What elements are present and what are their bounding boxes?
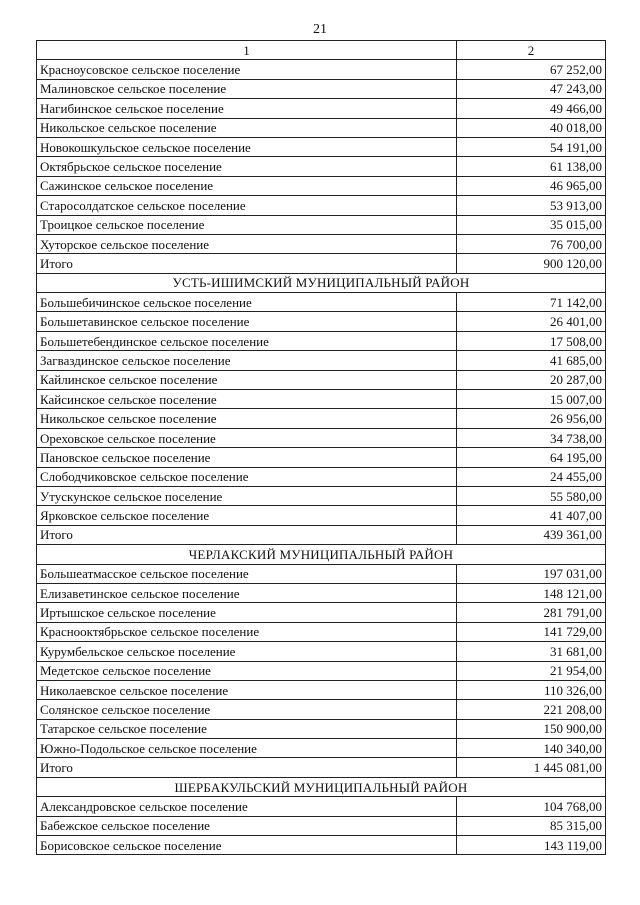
settlement-amount: 31 681,00 bbox=[457, 642, 606, 661]
table-row bbox=[37, 680, 606, 699]
settlement-name: Загваздинское сельское поселение bbox=[37, 351, 457, 370]
table-row bbox=[37, 428, 606, 447]
table-row bbox=[37, 583, 606, 602]
settlement-amount: 40 018,00 bbox=[457, 118, 606, 137]
settlement-name: Нагибинское сельское поселение bbox=[37, 99, 457, 118]
settlement-amount: 67 252,00 bbox=[457, 60, 606, 79]
table-row bbox=[37, 234, 606, 253]
settlement-name: Никольское сельское поселение bbox=[37, 409, 457, 428]
settlement-name: Старосолдатское сельское поселение bbox=[37, 196, 457, 215]
settlement-amount: 20 287,00 bbox=[457, 370, 606, 389]
table-row bbox=[37, 836, 606, 855]
settlement-name: Николаевское сельское поселение bbox=[37, 680, 457, 699]
settlement-name: Хуторское сельское поселение bbox=[37, 234, 457, 253]
table-row bbox=[37, 797, 606, 816]
settlement-name: Кайлинское сельское поселение bbox=[37, 370, 457, 389]
table-row bbox=[37, 603, 606, 622]
table-row bbox=[37, 816, 606, 835]
table-row bbox=[37, 486, 606, 505]
total-amount: 1 445 081,00 bbox=[457, 758, 606, 777]
settlement-name: Бабежское сельское поселение bbox=[37, 816, 457, 835]
settlement-name: Новокошкульское сельское поселение bbox=[37, 137, 457, 156]
settlement-name: Большетавинское сельское поселение bbox=[37, 312, 457, 331]
settlement-amount: 110 326,00 bbox=[457, 680, 606, 699]
table-row bbox=[37, 79, 606, 98]
table-row bbox=[37, 351, 606, 370]
settlement-amount: 41 685,00 bbox=[457, 351, 606, 370]
settlement-name: Никольское сельское поселение bbox=[37, 118, 457, 137]
section-title-row bbox=[37, 545, 606, 564]
total-row bbox=[37, 525, 606, 544]
settlement-name: Краснооктябрьское сельское поселение bbox=[37, 622, 457, 641]
settlement-name: Большеатмасское сельское поселение bbox=[37, 564, 457, 583]
table-row bbox=[37, 215, 606, 234]
total-label: Итого bbox=[37, 254, 457, 273]
table-row bbox=[37, 60, 606, 79]
settlement-name: Большетебендинское сельское поселение bbox=[37, 331, 457, 350]
settlement-name: Солянское сельское поселение bbox=[37, 700, 457, 719]
settlement-name: Ярковское сельское поселение bbox=[37, 506, 457, 525]
settlement-amount: 104 768,00 bbox=[457, 797, 606, 816]
table-row bbox=[37, 99, 606, 118]
settlement-amount: 150 900,00 bbox=[457, 719, 606, 738]
table-row bbox=[37, 370, 606, 389]
table-row bbox=[37, 700, 606, 719]
settlement-amount: 34 738,00 bbox=[457, 428, 606, 447]
settlement-amount: 148 121,00 bbox=[457, 583, 606, 602]
table-row bbox=[37, 622, 606, 641]
column-header-1: 1 bbox=[37, 41, 457, 60]
table-row bbox=[37, 390, 606, 409]
settlement-amount: 140 340,00 bbox=[457, 739, 606, 758]
settlement-name: Борисовское сельское поселение bbox=[37, 836, 457, 855]
settlement-amount: 221 208,00 bbox=[457, 700, 606, 719]
settlement-amount: 76 700,00 bbox=[457, 234, 606, 253]
settlement-name: Ореховское сельское поселение bbox=[37, 428, 457, 447]
table-row bbox=[37, 564, 606, 583]
settlement-amount: 35 015,00 bbox=[457, 215, 606, 234]
total-label: Итого bbox=[37, 525, 457, 544]
table-row bbox=[37, 196, 606, 215]
table-row bbox=[37, 293, 606, 312]
settlement-name: Иртышское сельское поселение bbox=[37, 603, 457, 622]
table-row bbox=[37, 448, 606, 467]
settlement-amount: 143 119,00 bbox=[457, 836, 606, 855]
table-row bbox=[37, 409, 606, 428]
settlement-name: Медетское сельское поселение bbox=[37, 661, 457, 680]
table-row bbox=[37, 467, 606, 486]
table-row bbox=[37, 137, 606, 156]
settlement-amount: 55 580,00 bbox=[457, 486, 606, 505]
settlement-amount: 61 138,00 bbox=[457, 157, 606, 176]
settlement-name: Слободчиковское сельское поселение bbox=[37, 467, 457, 486]
section-title-row bbox=[37, 273, 606, 292]
settlement-amount: 197 031,00 bbox=[457, 564, 606, 583]
settlement-amount: 49 466,00 bbox=[457, 99, 606, 118]
settlement-name: Южно-Подольское сельское поселение bbox=[37, 739, 457, 758]
table-row bbox=[37, 642, 606, 661]
settlement-amount: 17 508,00 bbox=[457, 331, 606, 350]
table-row bbox=[37, 719, 606, 738]
district-title: ЧЕРЛАКСКИЙ МУНИЦИПАЛЬНЫЙ РАЙОН bbox=[37, 545, 606, 564]
column-header-2: 2 bbox=[457, 41, 606, 60]
total-amount: 900 120,00 bbox=[457, 254, 606, 273]
settlement-amount: 281 791,00 bbox=[457, 603, 606, 622]
settlement-amount: 71 142,00 bbox=[457, 293, 606, 312]
district-title: УСТЬ-ИШИМСКИЙ МУНИЦИПАЛЬНЫЙ РАЙОН bbox=[37, 273, 606, 292]
settlement-amount: 54 191,00 bbox=[457, 137, 606, 156]
settlement-amount: 21 954,00 bbox=[457, 661, 606, 680]
total-label: Итого bbox=[37, 758, 457, 777]
settlement-amount: 41 407,00 bbox=[457, 506, 606, 525]
settlement-amount: 53 913,00 bbox=[457, 196, 606, 215]
table-row bbox=[37, 506, 606, 525]
total-row bbox=[37, 254, 606, 273]
total-row bbox=[37, 758, 606, 777]
settlement-amount: 47 243,00 bbox=[457, 79, 606, 98]
settlement-name: Малиновское сельское поселение bbox=[37, 79, 457, 98]
settlement-name: Большебичинское сельское поселение bbox=[37, 293, 457, 312]
settlement-amount: 46 965,00 bbox=[457, 176, 606, 195]
table-body bbox=[37, 60, 606, 855]
settlement-amount: 15 007,00 bbox=[457, 390, 606, 409]
table-row bbox=[37, 118, 606, 137]
table-row bbox=[37, 661, 606, 680]
table-row bbox=[37, 739, 606, 758]
settlement-amount: 26 956,00 bbox=[457, 409, 606, 428]
settlement-amount: 64 195,00 bbox=[457, 448, 606, 467]
settlement-amount: 85 315,00 bbox=[457, 816, 606, 835]
settlement-amount: 141 729,00 bbox=[457, 622, 606, 641]
table-row bbox=[37, 312, 606, 331]
page-number: 21 bbox=[313, 22, 327, 37]
table-row bbox=[37, 331, 606, 350]
settlement-name: Курумбельское сельское поселение bbox=[37, 642, 457, 661]
settlement-amount: 24 455,00 bbox=[457, 467, 606, 486]
settlement-name: Утускунское сельское поселение bbox=[37, 486, 457, 505]
settlement-name: Кайсинское сельское поселение bbox=[37, 390, 457, 409]
total-amount: 439 361,00 bbox=[457, 525, 606, 544]
table-row bbox=[37, 157, 606, 176]
settlement-name: Александровское сельское поселение bbox=[37, 797, 457, 816]
settlement-name: Октябрьское сельское поселение bbox=[37, 157, 457, 176]
settlement-name: Красноусовское сельское поселение bbox=[37, 60, 457, 79]
settlement-name: Татарское сельское поселение bbox=[37, 719, 457, 738]
settlement-name: Елизаветинское сельское поселение bbox=[37, 583, 457, 602]
settlement-name: Троицкое сельское поселение bbox=[37, 215, 457, 234]
section-title-row bbox=[37, 777, 606, 796]
settlement-amount: 26 401,00 bbox=[457, 312, 606, 331]
allocation-table bbox=[36, 40, 606, 855]
table-row bbox=[37, 176, 606, 195]
settlement-name: Сажинское сельское поселение bbox=[37, 176, 457, 195]
table-header-row bbox=[37, 41, 606, 60]
district-title: ШЕРБАКУЛЬСКИЙ МУНИЦИПАЛЬНЫЙ РАЙОН bbox=[37, 777, 606, 796]
settlement-name: Пановское сельское поселение bbox=[37, 448, 457, 467]
